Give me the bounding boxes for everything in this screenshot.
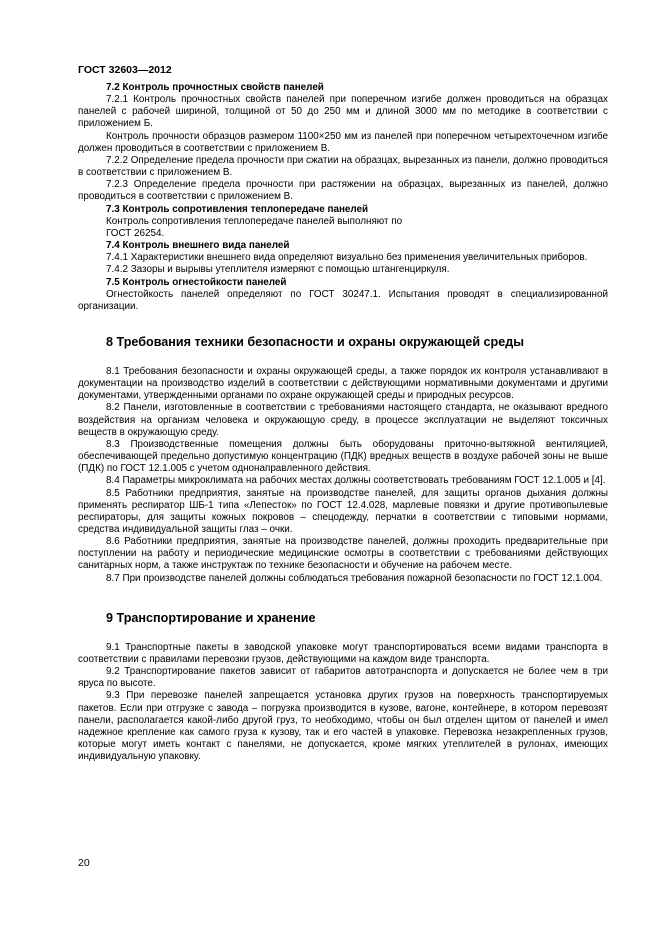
- paragraph-9-1: 9.1 Транспортные пакеты в заводской упаковке могут транспортироваться всеми видами транспорта в соответствии с правилами перевозки грузов, действующими на каждом виде транспорта.: [78, 641, 608, 665]
- paragraph-7-4-2: 7.4.2 Зазоры и вырывы утеплителя измеряют с помощью штангенциркуля.: [106, 264, 450, 276]
- paragraph-8-5: 8.5 Работники предприятия, занятые на производстве панелей, для защиты органов дыхания должны применять респиратор ШБ-1 типа «Лепесток» по ГОСТ 12.4.028, марлевые повязки и другие противопылевые респираторы, для защиты кожных покровов – спецодежду, перчатки в соответствии с типовыми нормами, средства индивидуальной защиты глаз – очки.: [78, 487, 608, 535]
- paragraph-9-2: 9.2 Транспортирование пакетов зависит от габаритов автотранспорта и допускается не более чем в три яруса по высоте.: [78, 666, 608, 690]
- heading-7-5: 7.5 Контроль огнестойкости панелей: [106, 276, 287, 288]
- paragraph-7-5: Огнестойкость панелей определяют по ГОСТ 30247.1. Испытания проводят в специализированной организации.: [78, 288, 608, 312]
- paragraph-8-3: 8.3 Производственные помещения должны быть оборудованы приточно-вытяжной вентиляцией, обеспечивающей предельно допустимую концентрацию (ПДК) вредных веществ в воздухе рабочей зоны не выше (ПДК) по ГОСТ 12.1.005 с учетом однонаправленного действия.: [78, 438, 608, 475]
- section-title-8: 8 Требования техники безопасности и охраны окружающей среды: [106, 334, 525, 349]
- section-title-9: 9 Транспортирование и хранение: [106, 610, 316, 625]
- paragraph-7-2-3: 7.2.3 Определение предела прочности при растяжении на образцах, вырезанных из панелей, должно проводиться в соответствии с приложением В.: [78, 179, 608, 203]
- document-body: [78, 82, 608, 763]
- heading-7-4: 7.4 Контроль внешнего вида панелей: [106, 240, 290, 252]
- paragraph-8-6: 8.6 Работники предприятия, занятые на производстве панелей, должны проходить предварительные при поступлении на работу и периодические медицинские осмотры в соответствии с требованиями действующих санитарных норм, а также инструктаж по технике безопасности и обучение на рабочем месте.: [78, 536, 608, 572]
- paragraph-7-4-1: 7.4.1 Характеристики внешнего вида определяют визуально без применения увеличительных приборов.: [106, 252, 588, 264]
- page-number: 20: [78, 857, 90, 869]
- paragraph-9-3: 9.3 При перевозке панелей запрещается установка других грузов на поверхность транспортируемых пакетов. Если при отгрузке с завода – погрузка производится в кузове, вагоне, контейнере, в котором перевозят панели, располагается какой-либо другой груз, то необходимо, чтобы он был отделен щитом от панелей и имел надежное крепление как самого груза к кузову, так и его частей в упаковке. Перевозка незакрепленных грузов, которые могут иметь контакт с панелями, не допускается, кроме мягких утеплителей в рулонах, имеющих индивидуальную упаковку.: [78, 690, 608, 763]
- paragraph-7-2-1-b: Контроль прочности образцов размером 1100×250 мм из панелей при поперечном четырехточечном изгибе должен проводиться в соответствии с приложением В.: [78, 130, 608, 154]
- heading-7-2: 7.2 Контроль прочностных свойств панелей: [106, 82, 324, 93]
- paragraph-8-2: 8.2 Панели, изготовленные в соответствии с требованиями настоящего стандарта, не оказывают вредного воздействия на организм человека и окружающую среду, в процессе эксплуатации не выделяют токсичных веществ в окружающую среду.: [78, 402, 608, 438]
- paragraph-7-3-b: ГОСТ 26254.: [106, 227, 165, 239]
- paragraph-8-1: 8.1 Требования безопасности и охраны окружающей среды, а также порядок их контроля устанавливают в документации на производство изделий в соответствии с действующими нормативными документами и другими документами, утвержденными органами по охране окружающей среды и природных ресурсов.: [78, 365, 608, 402]
- paragraph-7-2-1: 7.2.1 Контроль прочностных свойств панелей при поперечном изгибе должен проводиться на образцах панелей с рабочей шириной, толщиной от 50 до 250 мм и длиной 3000 мм по методике в соответствии с приложением Б.: [78, 94, 608, 130]
- heading-7-3: 7.3 Контроль сопротивления теплопередаче панелей: [106, 203, 369, 215]
- document-header: ГОСТ 32603—2012: [78, 64, 172, 76]
- paragraph-7-2-2: 7.2.2 Определение предела прочности при сжатии на образцах, вырезанных из панели, должно проводиться в соответствии с приложением В.: [78, 154, 608, 179]
- paragraph-7-3-a: Контроль сопротивления теплопередаче панелей выполняют по: [106, 215, 403, 227]
- paragraph-8-4: 8.4 Параметры микроклимата на рабочих местах должны соответствовать требованиям ГОСТ 12.1.005 и [4].: [106, 475, 606, 487]
- paragraph-8-7: 8.7 При производстве панелей должны соблюдаться требования пожарной безопасности по ГОСТ 12.1.004.: [106, 572, 603, 584]
